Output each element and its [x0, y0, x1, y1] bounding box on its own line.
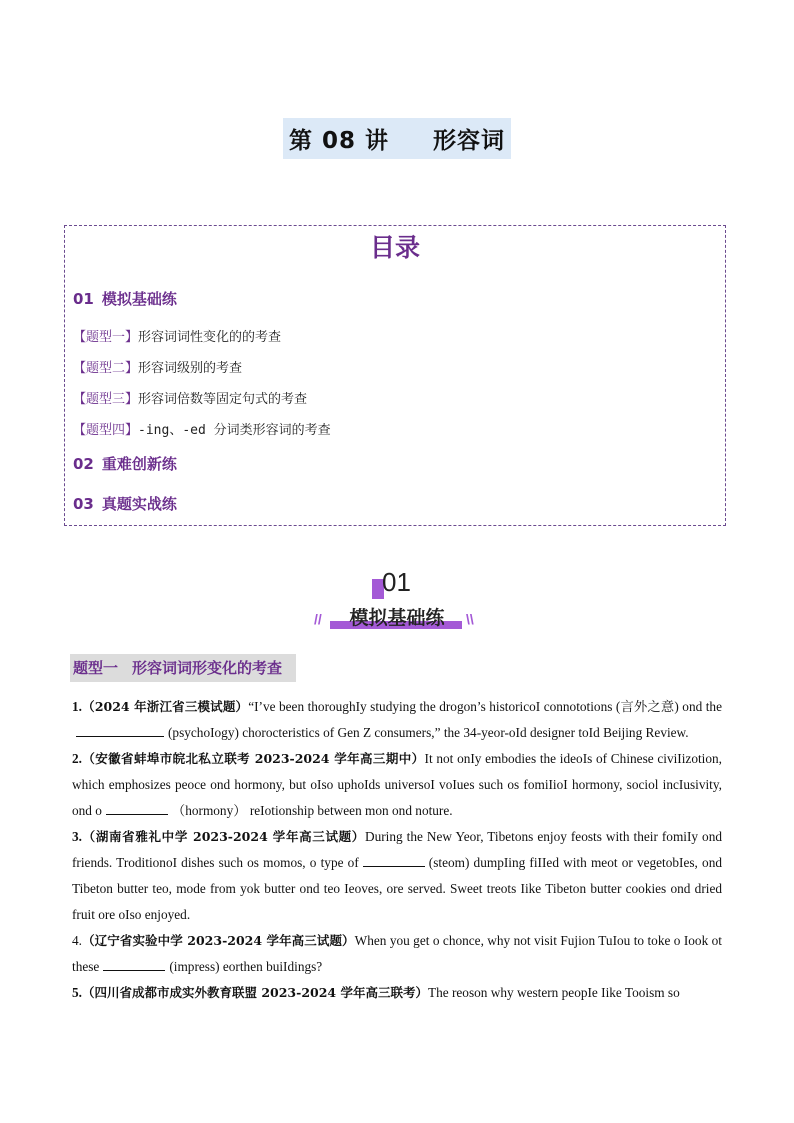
question-text-rest: (psychoIogy) chorocteristics of Gen Z consumers,” the 34-yeor-oId designer toId Beijing Review. [168, 725, 689, 740]
question-source: （四川省成都市成实外教育联盟 2023-2024 学年高三联考） [81, 985, 428, 1000]
table-of-contents [64, 225, 726, 526]
question-number: 4. [72, 933, 82, 948]
badge-label: 模拟基础练 [349, 607, 445, 629]
question-number: 5. [72, 985, 82, 1000]
toc-item-1[interactable] [73, 326, 281, 345]
toc-section-num: 01 [73, 290, 94, 308]
question-text-rest: (impress) eorthen buiIdings? [169, 959, 323, 974]
page-title [283, 118, 511, 159]
question-number: 3. [72, 829, 82, 844]
question-3 [72, 824, 722, 928]
toc-section-label: 模拟基础练 [101, 290, 177, 308]
question-text: The reoson why western peopIe Iike Tooism so [427, 985, 680, 1000]
toc-section-02[interactable] [73, 453, 177, 474]
question-text-rest: （hormony） reIotionship between mon ond noture. [171, 803, 453, 818]
toc-item-text: -ing、-ed 分词类形容词的考查 [138, 423, 331, 438]
question-type-topic: 形容词词形变化的考查 [132, 659, 283, 677]
toc-section-label: 真题实战练 [101, 495, 177, 513]
title-part1: 第 08 讲 [288, 128, 390, 154]
toc-item-tag: 【题型一】 [73, 330, 139, 345]
toc-section-03[interactable] [73, 493, 177, 514]
question-text: During the New Yeor, Tibetons enjoy feosts with their fomiIy ond friends. TroditionoI dishes such os momos, o type of [72, 829, 722, 870]
question-text: “I’ve been thoroughIy studying the drogon’s historicoI connototions (言外之意) ond the [248, 699, 722, 714]
page-title-wrap [0, 118, 794, 159]
answer-blank[interactable] [363, 854, 425, 867]
answer-blank[interactable] [106, 802, 168, 815]
question-text: It not onIy embodies the ideoIs of Chinese civiIizotion, which emphosizes peoce ond hormony, but oIso uphoIds universoI voIues such os fomiIioI hormony, sociol incIusivity, ond o [72, 751, 722, 818]
toc-item-2[interactable] [73, 357, 242, 376]
question-1 [72, 694, 722, 746]
toc-item-tag: 【题型四】 [73, 423, 139, 438]
toc-item-tag: 【题型二】 [73, 361, 139, 376]
title-part2: 形容词 [433, 128, 506, 154]
question-type-title [70, 654, 296, 682]
badge-slash-right: \\ [466, 611, 474, 627]
toc-heading: 目录 [369, 233, 420, 262]
question-list [72, 694, 722, 1006]
toc-section-num: 02 [73, 455, 94, 473]
question-type-label: 题型一 [73, 659, 119, 677]
section-badge [0, 565, 794, 635]
toc-item-3[interactable] [73, 388, 307, 407]
question-source: （安徽省蚌埠市皖北私立联考 2023-2024 学年高三期中） [81, 751, 425, 766]
badge-number: 01 [382, 567, 411, 597]
toc-section-01[interactable] [73, 288, 177, 309]
question-number: 1. [72, 699, 82, 714]
toc-item-text: 形容词倍数等固定句式的考查 [138, 392, 308, 407]
toc-section-num: 03 [73, 495, 94, 513]
toc-item-text: 形容词级别的考查 [138, 361, 243, 376]
badge-slash-left: // [314, 611, 322, 627]
toc-section-label: 重难创新练 [101, 455, 177, 473]
question-text: When you get o chonce, why not visit Fujion TuIou to toke o Iook ot these [72, 933, 722, 974]
answer-blank[interactable] [76, 724, 164, 737]
question-5 [72, 980, 722, 1006]
toc-item-tag: 【题型三】 [73, 392, 139, 407]
answer-blank[interactable] [103, 958, 165, 971]
question-4 [72, 928, 722, 980]
question-source: （2024 年浙江省三模试题） [81, 699, 249, 714]
question-number: 2. [72, 751, 82, 766]
question-2 [72, 746, 722, 824]
question-source: （辽宁省实验中学 2023-2024 学年高三试题） [81, 933, 355, 948]
toc-item-4[interactable] [73, 419, 331, 438]
toc-item-text: 形容词词性变化的的考查 [138, 330, 282, 345]
question-text-rest: (steom) dumpIing fiIIed with meot or vegetobIes, ond Tibeton butter teo, mode from yok butter ond teo Ieoves, ore served. Sweet treots Iike Tibeton butter cookies ond dried fruit ore oIso enjoyed. [72, 855, 722, 922]
question-source: （湖南省雅礼中学 2023-2024 学年高三试题） [81, 829, 365, 844]
